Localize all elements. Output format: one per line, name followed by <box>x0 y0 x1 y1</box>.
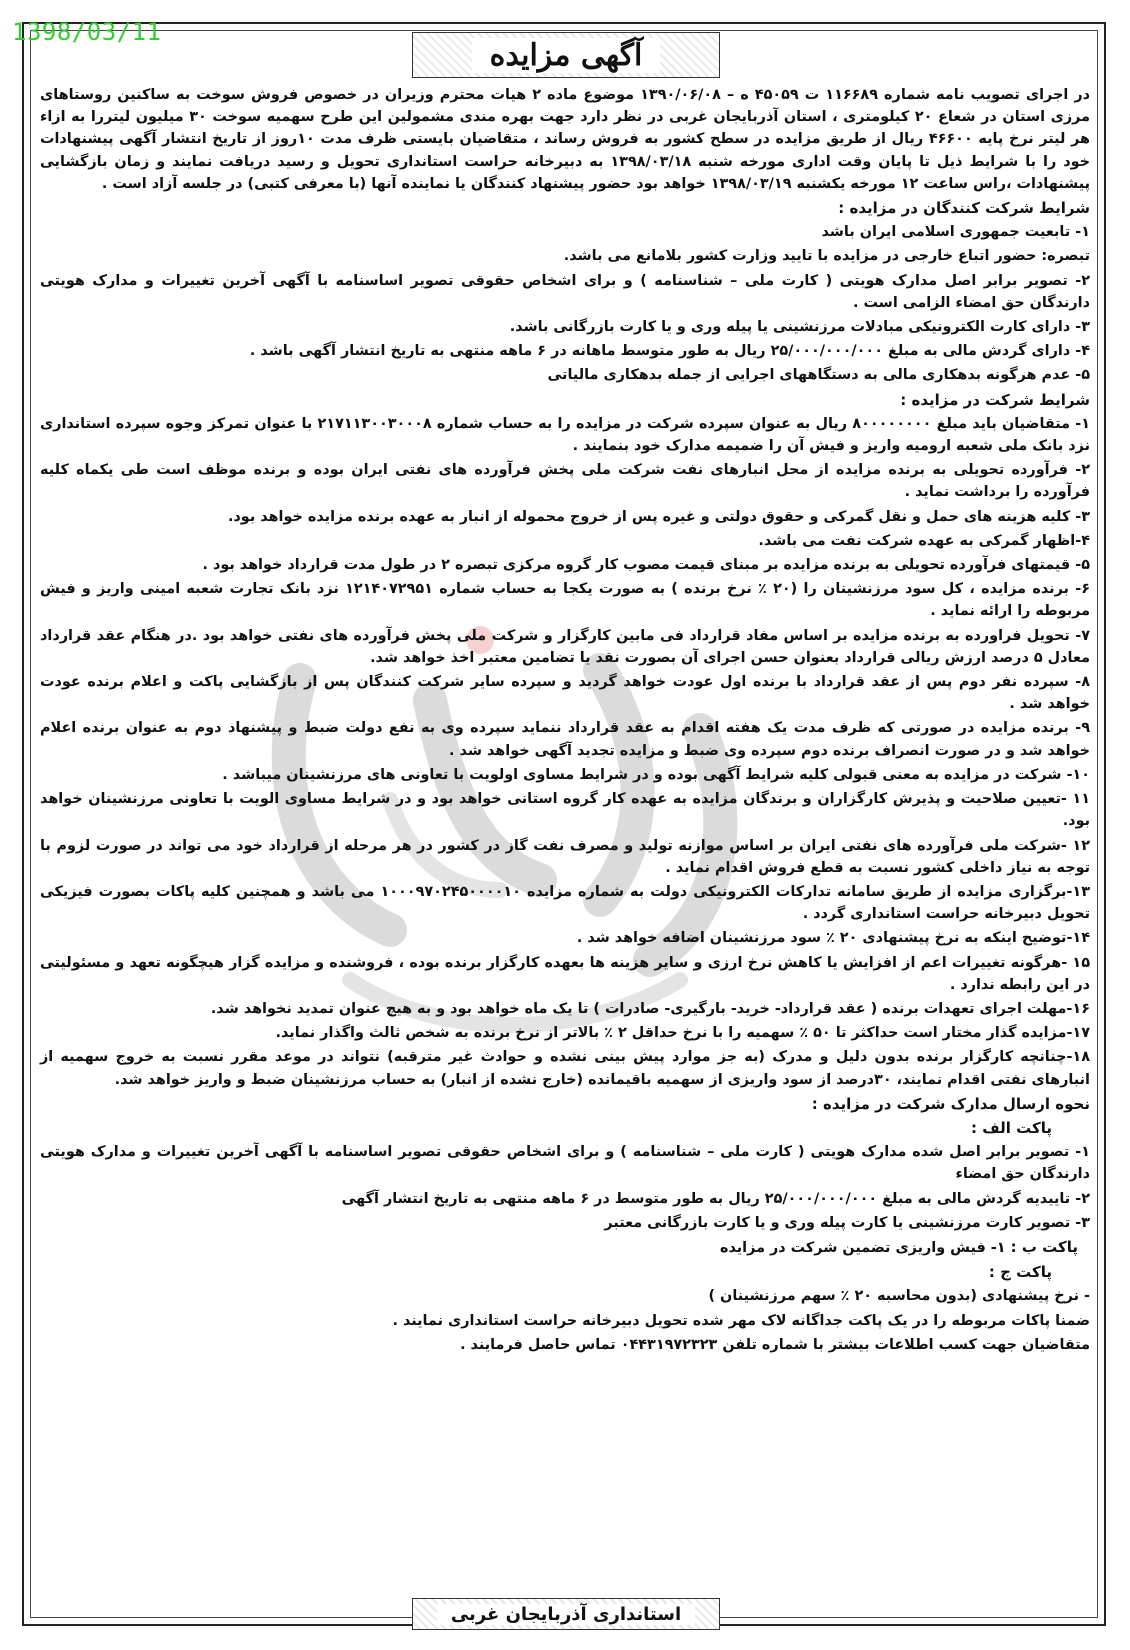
section2-item: ۱۷-مزایده گذار مختار است حداکثر تا ۵۰ ٪ سهمیه را با نرخ حداقل ۲ ٪ بالاتر از نرخ برنده به شخص ثالث واگذار نماید. <box>275 1025 1090 1042</box>
closing-note: ضمنا پاکات مربوطه را در یک پاکت جداگانه لاک مهر شده تحویل دبیرخانه حراست استانداری نمایند . <box>392 1312 1090 1329</box>
section3-heading: نحوه ارسال مدارک شرکت در مزایده : <box>811 1094 1090 1113</box>
section2-item: ۷- تحویل فراورده به برنده مزایده بر اساس مفاد قرارداد فی مابین کارگزار و شرکت ملی پخش فرآورده های نفتی خواهد بود .در هنگام عقد قرارداد معادل ۵ درصد ارزش ریالی قرارداد بعنوان حسن اجرای آن بصورت نقد یا تضامین معتبر اخذ خواهد شد. <box>40 627 1090 666</box>
section2-item: ۱۴-توضیح اینکه به نرخ پیشنهادی ۲۰ ٪ سود مرزنشینان اضافه خواهد شد . <box>576 930 1090 947</box>
pak-jim-title: پاکت ج : <box>988 1263 1052 1282</box>
pak-alef-item: ۱- تصویر برابر اصل شده مدارک هویتی ( کارت ملی – شناسنامه ) و برای اشخاص حقوقی تصویر اساسنامه با آگهی آخرین تغییرات و مدارک هویتی دارندگان حق امضاء <box>40 1144 1090 1183</box>
section1-item: ۳- دارای کارت الکترونیکی مبادلات مرزنشینی یا پیله وری و یا کارت بازرگانی باشد. <box>509 319 1090 336</box>
section2-item: ۱۰- شرکت در مزایده به معنی قبولی کلیه شرایط آگهی بوده و در شرایط مساوی اولویت با تعاونی های مرزنشینان میباشد . <box>222 766 1090 783</box>
section1-item: ۱- تابعیت جمهوری اسلامی ایران باشد <box>821 224 1090 241</box>
section2-item: ۳- کلیه هزینه های حمل و نقل گمرکی و حقوق دولتی و غیره پس از خروج محموله از انبار به عهده برنده مزایده خواهد بود. <box>227 508 1090 525</box>
section1-item: ۴- دارای گردش مالی به مبلغ ۲۵/۰۰۰/۰۰۰/۰۰۰ ریال به طور متوسط ماهانه در ۶ ماهه منتهی به تاریخ انتشار آگهی باشد . <box>249 343 1090 360</box>
section1-item: ۲- تصویر برابر اصل مدارک هویتی ( کارت ملی – شناسنامه ) و برای اشخاص حقوقی تصویر اساسنامه با آگهی آخرین تغییرات و مدارک هویتی دارندگان حق امضاء الزامی است . <box>40 272 1090 311</box>
section2-item: ۱۱ -تعیین صلاحیت و پذیرش کارگزاران و برندگان مزایده به عهده کار گروه استانی خواهد بود و در شرایط مساوی الویت با تعاونی مرزنشینان خواهد بود. <box>40 791 1090 830</box>
section2-item: ۵- قیمتهای فرآورده تحویلی به برنده مزایده بر مبنای قیمت مصوب کار گروه مرکزی تبصره ۲ در طول مدت قرارداد خواهد بود . <box>202 557 1090 574</box>
section1-item: ۵- عدم هرگونه بدهکاری مالی به دستگاههای اجرایی از جمله بدهکاری مالیاتی <box>547 367 1090 384</box>
section2-item: ۶- برنده مزایده ، کل سود مرزنشینان را (۲۰ ٪ نرخ برنده ) به صورت یکجا به حساب شماره ۱۲۱۴۰۷۲۹۵۱ نزد بانک تجارت شعبه امینی واریز و فیش مربوطه را ارائه نماید . <box>40 581 1090 620</box>
section2-item: ۱۳-برگزاری مزایده از طریق سامانه تدارکات الکترونیکی دولت به شماره مزایده ۱۰۰۰۹۷۰۲۴۵۰۰۰۰۱۰ می باشد و همچنین کلیه پاکات بصورت فیزیکی تحویل دبیرخانه حراست استانداری گردد . <box>40 883 1090 923</box>
section2-item: ۱۶-مهلت اجرای تعهدات برنده ( عقد قرارداد- خرید- بارگیری- صادرات ) تا یک ماه خواهد بود و به هیچ عنوان تمدید نخواهد شد. <box>210 1000 1090 1017</box>
date-stamp: 1398/03/11 <box>12 18 162 46</box>
pak-alef-item: ۳- تصویر کارت مرزنشینی یا کارت پیله وری و یا کارت بازرگانی معتبر <box>604 1214 1090 1231</box>
pak-alef-item: ۲- تاییدیه گردش مالی به مبلغ ۲۵/۰۰۰/۰۰۰/۰۰۰ ریال به طور متوسط در ۶ ماهه منتهی به تاریخ انتشار آگهی <box>341 1190 1090 1207</box>
section2-item: ۲- فرآورده تحویلی به برنده مزایده از محل انبارهای نفت شرکت ملی پخش فرآورده های نفتی ایران بوده و برنده موظف است طی یکماه کلیه فرآورده را برداشت نماید . <box>40 462 1090 501</box>
notice-body <box>40 84 1090 1554</box>
section1-heading: شرایط شرکت کنندگان در مزایده : <box>838 199 1090 218</box>
pak-alef-title: پاکت الف : <box>971 1118 1052 1137</box>
intro-paragraph: در اجرای تصویب نامه شماره ۱۱۶۶۸۹ ت ۴۵۰۵۹ ه – ۱۳۹۰/۰۶/۰۸ موضوع ماده ۲ هیات محترم وزیران در خصوص فروش سوخت به ساکنین روستاهای مرزی استان در شعاع ۲۰ کیلومتری ، استان آذربایجان غربی در نظر دارد جهت بهره مندی مشمولین این طرح سهمیه سوخت ۳۰ میلیون لیتررا به ازاء هر لیتر نرخ پایه ۴۶۶۰۰ ریال از طریق مزایده در سطح کشور به فروش رساند ، متقاضیان بایستی ظرف مدت ۱۰روز از تاریخ انتشار آگهی پیشنهادات خود را با شرایط ذیل تا پایان وقت اداری مورخه شنبه ۱۳۹۸/۰۳/۱۸ به دبیرخانه حراست استانداری تحویل و رسید دریافت نمایند و زمان بازگشایی پیشنهادات ،راس ساعت ۱۲ مورخه یکشنبه ۱۳۹۸/۰۳/۱۹ خواهد بود حضور پیشنهاد کنندگان یا نماینده آنها (با معرفی کتبی) در جلسه آزاد است . <box>40 87 1091 192</box>
pak-be-item: ۱- فیش واریزی تضمین شرکت در مزایده <box>719 1239 1006 1256</box>
section2-item: ۹- برنده مزایده در صورتی که ظرف مدت یک هفته اقدام به عقد قرارداد ننماید سپرده وی به نفع دولت ضبط و پیشنهاد دوم به عنوان برنده اعلام خواهد شد و در صورت انصراف برنده دوم سپرده وی ضبط و مزایده تجدید آگهی خواهد شد . <box>40 720 1090 759</box>
section2-item: ۱۵ -هرگونه تغییرات اعم از افزایش یا کاهش نرخ ارزی و سایر هزینه ها بعهده کارگزار برنده بوده ، فروشنده و مزایده گزار هیچگونه تعهد و مسئولیتی در این رابطه ندارد . <box>40 954 1090 993</box>
contact-note: متقاضیان جهت کسب اطلاعات بیشتر با شماره تلفن ۰۴۴۳۱۹۷۲۳۲۳ تماس حاصل فرمایند . <box>460 1336 1090 1353</box>
section2-item: ۴-اظهار گمرکی به عهده شرکت نفت می باشد. <box>758 532 1090 549</box>
footer-box <box>412 1598 720 1630</box>
title-box <box>412 32 720 78</box>
pak-jim-item: - نرخ پیشنهادی (بدون محاسبه ۲۰ ٪ سهم مرزنشینان ) <box>708 1288 1090 1305</box>
section2-item: ۱۸-چنانچه کارگزار برنده بدون دلیل و مدرک (به جز موارد پیش بینی نشده و حوادث غیر مترقبه) نتواند در موعد مقرر نسبت به خروج سهمیه از انبارهای نفتی اقدام نمایند، ۳۰درصد از سود واریزی از سهمیه باقیمانده (خارج نشده از انبار) به حساب مرزنشینان ضبط و واریز خواهد شد. <box>40 1049 1090 1088</box>
pak-be-row <box>40 1236 1090 1259</box>
section1-item: تبصره: حضور اتباع خارجی در مزایده با تایید وزارت کشور بلامانع می باشد. <box>563 248 1090 265</box>
page-title: آگهی مزایده <box>472 38 661 73</box>
issuer-name: استانداری آذربایجان غربی <box>437 1604 695 1625</box>
section2-item: ۸- سپرده نفر دوم پس از عقد قرارداد با برنده اول عودت خواهد گردید و سپرده سایر شرکت کنندگان پس از بازگشایی پاکت و اعلام برنده عودت خواهد شد . <box>40 674 1090 713</box>
section2-item: ۱- متقاضیان باید مبلغ ۸۰۰۰۰۰۰۰۰ ریال به عنوان سپرده شرکت در مزایده را به حساب شماره ۲۱۷۱۱۳۰۰۳۰۰۰۸ با عنوان تمرکز وجوه سپرده استانداری نزد بانک ملی شعبه ارومیه واریز و فیش آن را ضمیمه مدارک خود بنمایند . <box>40 415 1090 455</box>
section2-item: ۱۲ -شرکت ملی فرآورده های نفتی ایران بر اساس موازنه تولید و مصرف نفت گاز در کشور در هر مرحله از قرارداد خود می تواند در صورت لزوم با توجه به نیاز داخلی کشور نسبت به قطع فروش اقدام نماید . <box>40 837 1090 876</box>
section2-heading: شرایط شرکت در مزایده : <box>900 390 1090 409</box>
pak-be-title: پاکت ب : <box>1010 1237 1078 1256</box>
